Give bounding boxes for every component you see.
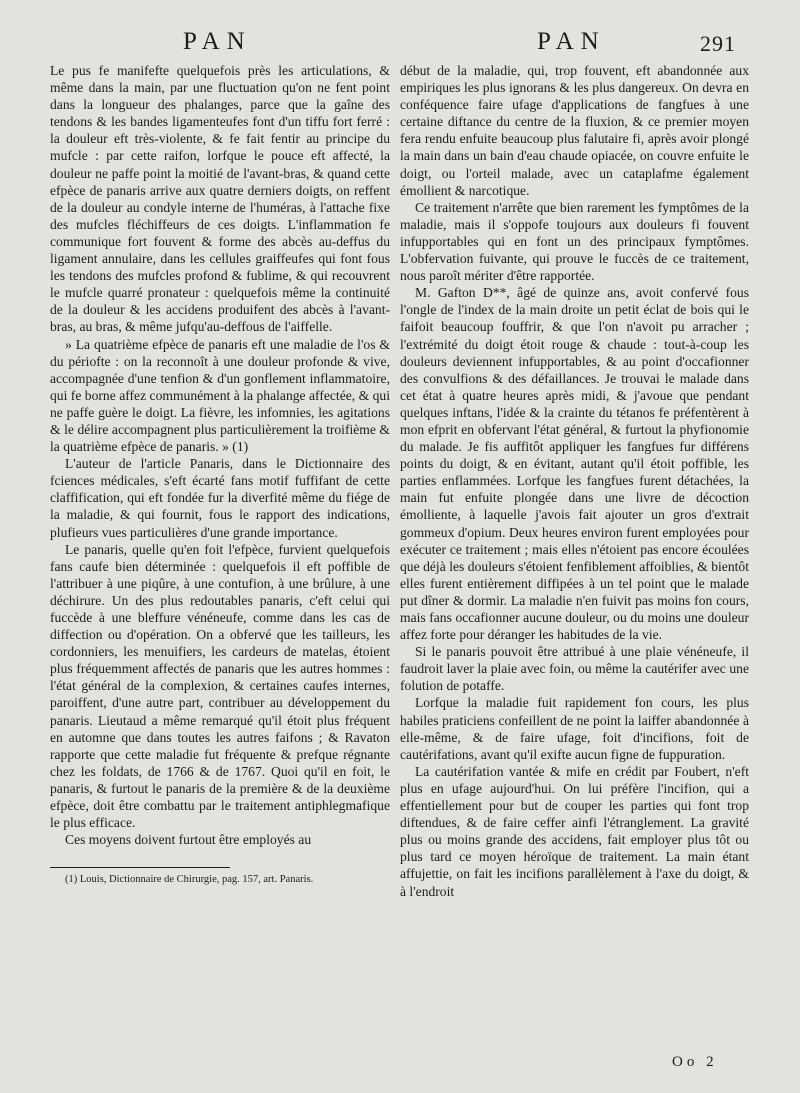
left-column: [50, 62, 390, 886]
paragraph: Le panaris, quelle qu'en foit l'efpèce, furvient quelquefois fans caufe bien déterminée : quelquefois il eft poffible de l'attribuer à une piqûre, à une contufion, à une brûlure, à une déchirure. Un des plus redoutables panaris, c'eft celui qui fuccède à une bleffure vénéneufe, comme dans les cas de diffection ou d'opération. On a obfervé que les tailleurs, les cordonniers, les menuifiers, les cardeurs de matelas, étoient plus fréquemment affectés de panaris que les autres hommes : l'état général de la complexion, & certaines caufes internes, paroiffent, d'une autre part, contribuer au développement du panaris. Lieutaud a même remarqué qu'il étoit plus fréquent en automne que dans toutes les autres faifons ; & Ravaton rapporte que cette maladie fut fréquente & prefque régnante chez les foldats, de 1766 & de 1767. Quoi qu'il en foit, le panaris, & furtout le panaris de la première & de la deuxième efpèce, doit être combattu par le traitement antiphlegmafique le plus efficace.: [50, 541, 390, 831]
paragraph: L'auteur de l'article Panaris, dans le Dictionnaire des fciences médicales, s'eft écarté fans motif fuffifant de cette claffification, qui eft fondée fur la diverfité même du fiége de la maladie, & qui fournit, fous le rapport des indications, plufieurs vues particulières d'une grande importance.: [50, 456, 390, 540]
page-number: 291: [700, 31, 736, 56]
paragraph: La cautérifation vantée & mife en crédit par Foubert, n'eft plus en ufage aujourd'hui. On lui préfère l'incifion, qui a effentiellement pour but de couper les parties qui font trop diftendues, & de faire ceffer ainfi l'étranglement. La gravité plus ou moins grande des accidens, fait employer plus tôt ou plus tard ce moyen héroïque de traitement. La main étant affujettie, on fait les incifions parallèlement à l'axe du doigt, & à l'endroit: [400, 763, 749, 899]
paragraph: Ces moyens doivent furtout être employés au: [65, 832, 312, 848]
paragraph: M. Gafton D**, âgé de quinze ans, avoit confervé fous l'ongle de l'index de la main droite un petit éclat de bois qui le faifoit beaucoup fouffrir, & que l'on n'avoit pu arracher ; l'extrémité du doigt étoit rouge & chaude : tout-à-coup les douleurs deviennent infupportables, & au point d'occafionner des convulfions & des défaillances. Je trouvai le malade dans cet état à quatre heures après midi, & j'avoue que pendant quelques inftans, l'idée & la crainte du tétanos fe préfentèrent à mon efprit en obfervant l'état général, & furtout la phyfionomie du malade. Je fis auffitôt appliquer les fangfues fur différens points du doigt, & en évitant, autant qu'il étoit poffible, les parties enflammées. Lorfque les fangfues furent détachées, la main fut enfuite plongée dans une livre de décoction émolliente, à laquelle j'avois fait ajouter un gros d'extrait gommeux d'opium. Deux heures environ furent employées pour exécuter ce traitement ; mais elles n'étoient pas encore écoulées que déjà les douleurs s'étoient fenfiblement affoiblies, & bientôt elles furent entièrement diffipées à un tel point que le malade put dîner & dormir. La maladie n'en fuivit pas moins fon cours, mais fans occafionner aucune douleur, ou du moins une douleur affez forte pour déranger les habitudes de la vie.: [400, 285, 749, 643]
right-column: [400, 62, 749, 900]
footnote: (1) Louis, Dictionnaire de Chirurgie, pag. 157, art. Panaris.: [65, 874, 314, 886]
paragraph: Si le panaris pouvoit être attribué à une plaie vénéneufe, il faudroit laver la plaie avec foin, ou même la cautérifer avec une folution de potaffe.: [400, 644, 749, 694]
running-head-left: PAN: [183, 28, 252, 55]
paragraph: » La quatrième efpèce de panaris eft une maladie de l'os & du périofte : on la reconnoît à une douleur profonde & vive, accompagnée d'une tenfion & d'un gonflement inflammatoire, qui fe borne affez communément à la phalange affectée, & qui ne paffe guère le doigt. La fièvre, les infomnies, les agitations & le délire accompagnent plus particulièrement la troifième & la quatrième efpèce de panaris. » (1): [50, 336, 390, 455]
paragraph: Le pus fe manifefte quelquefois près les articulations, & même dans la main, par une fluctuation qu'on ne fent point dans la longueur des phalanges, parce que la gaîne des tendons & les bandes ligamenteufes font d'un tiffu fort ferré : la douleur eft très-violente, & fe fait fentir au principe du mufcle : par cette raifon, lorfque le pouce eft affecté, la douleur ne paffe point la moitié de l'avant-bras, & quand cette efpèce de panaris arrive aux quatre derniers doigts, on reffent de la douleur au condyle interne de l'huméras, à l'attache fixe des mufcles fléchiffeurs de ces doigts. L'inflammation fe communique fort fouvent & forme des abcès au-deffus du ligament annulaire, dans les cellules graiffeufes qui font fous les tendons des mufcles profond & fublime, & qui recouvrent le mufcle quarré pronateur : quelquefois même la continuité de la douleur & les accidens produifent des abcès à l'avant-bras, au bras, & même jufqu'au-deffous de l'aiffelle.: [50, 63, 390, 335]
paragraph: Lorfque la maladie fuit rapidement fon cours, les plus habiles praticiens confeillent de ne point la laiffer abandonnée à elle-même, & de faire ufage, foit d'incifions, foit de cautérifations, avant qu'il exifte aucun figne de fuppuration.: [400, 695, 749, 762]
paragraph: Ce traitement n'arrête que bien rarement les fymptômes de la maladie, mais il s'oppofe toujours aux douleurs fi fouvent infupportables qui en font un des principaux fymptômes. L'obfervation fuivante, qui prouve le fuccès de ce traitement, nous paroît mériter d'être rapportée.: [400, 199, 749, 284]
running-head-right: PAN: [537, 28, 606, 55]
footnote-rule: [50, 867, 230, 868]
paragraph: début de la maladie, qui, trop fouvent, eft abandonnée aux empiriques les plus ignorans & les plus dangereux. On devra en conféquence faire ufage d'applications de fangfues à une certaine diftance du centre de la fluxion, & ce premier moyen fera rendu enfuite beaucoup plus falutaire fi, après avoir plongé la main dans un bain d'eau chaude opiacée, on couvre enfuite le doigt, ou l'orteil malade, avec un cataplafme également émollient & narcotique.: [400, 63, 749, 198]
signature-mark: Oo 2: [672, 1054, 718, 1070]
